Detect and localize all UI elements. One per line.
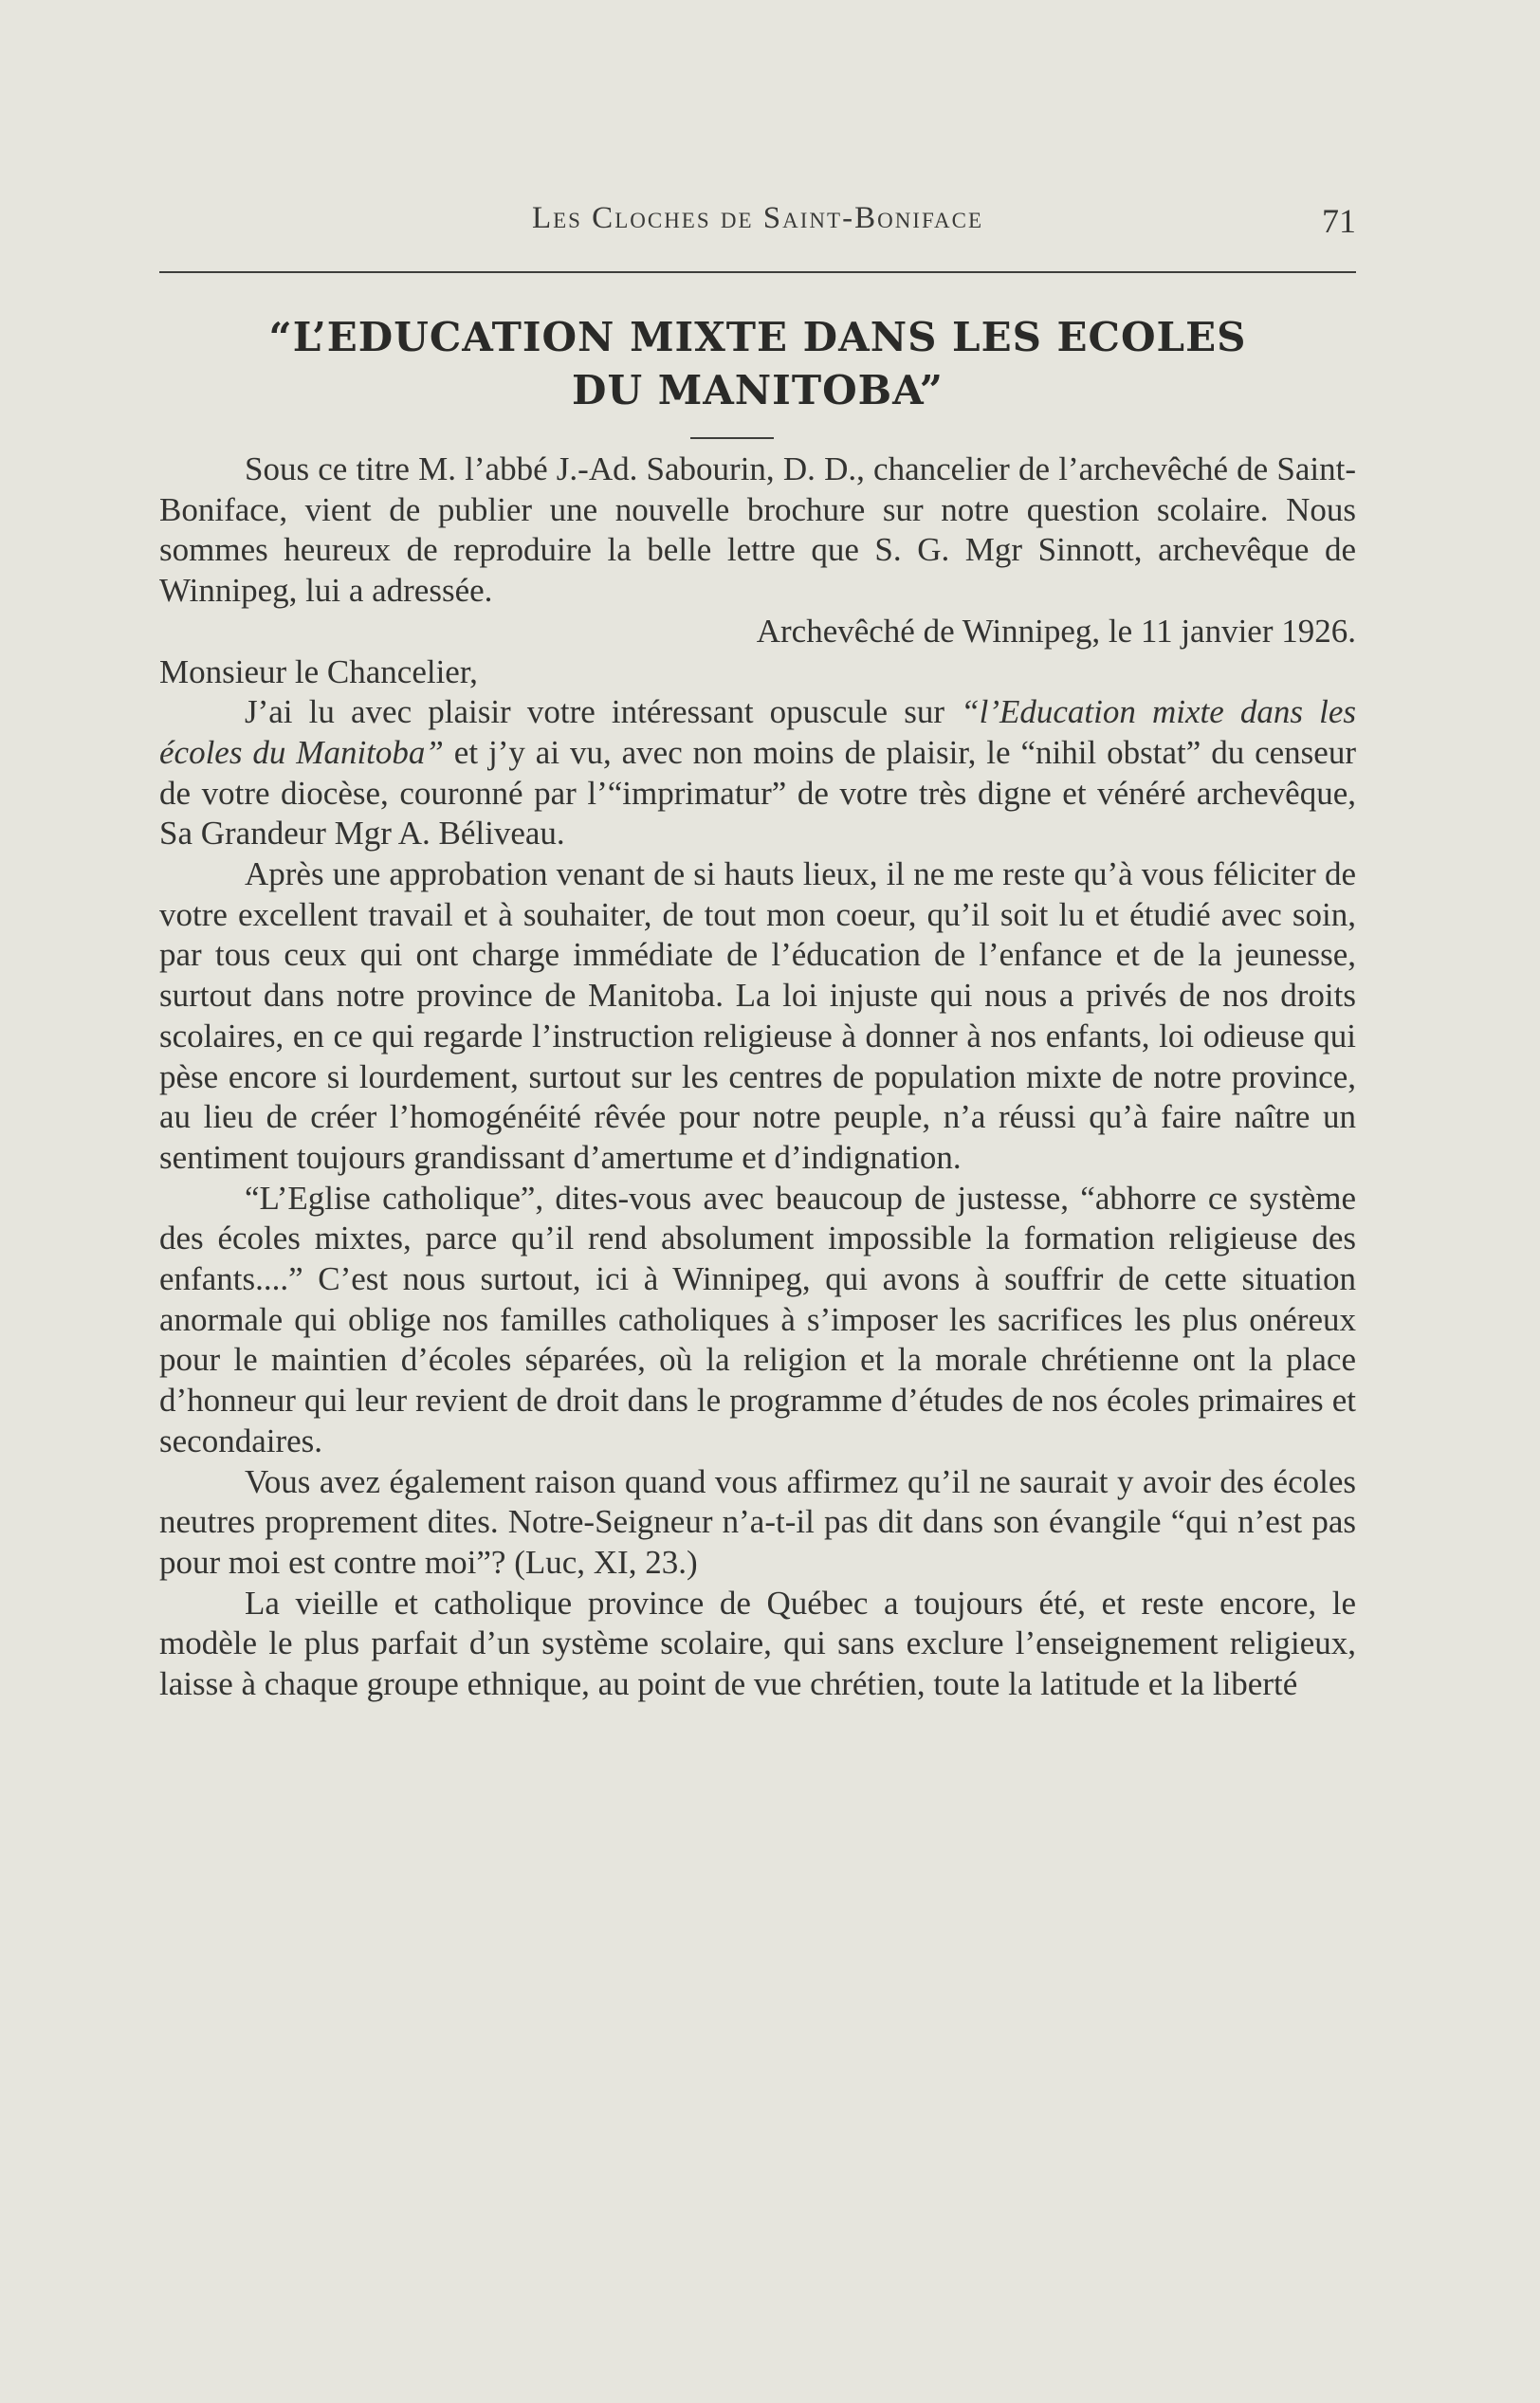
letter-paragraph-2: Après une approbation venant de si hauts lieux, il ne me reste qu’à vous féliciter de votre excellent travail et à souhaiter, de tout mon coeur, qu’il soit lu et étudié avec soin, par tous ceux qui ont charge immédiate de l’éducation de l’enfance et de la jeunesse, surtout dans notre province de Manitoba. La loi injuste qui nous a privés de nos droits scolaires, en ce qui regarde l’instruction religieuse à donner à nos enfants, loi odieuse qui pèse encore si lourdement, surtout sur les centres de population mixte de notre province, au lieu de créer l’homogénéité rêvée pour notre peuple, n’a réussi qu’à faire naître un sentiment toujours grandissant d’amertume et d’indignation. [159, 855, 1356, 1176]
article-title [159, 311, 1356, 417]
letter-salutation: Monsieur le Chancelier, [159, 652, 478, 690]
letter-dateline: Archevêché de Winnipeg, le 11 janvier 1926. [756, 612, 1356, 650]
paragraph-text: J’ai lu avec plaisir votre intéressant opuscule sur [245, 693, 962, 731]
header-rule [159, 271, 1356, 273]
letter-paragraph-1 [159, 692, 1356, 854]
article-title-line-2: DU MANITOBA” [572, 367, 944, 413]
article-body [159, 449, 1356, 1705]
page-number: 71 [1322, 202, 1356, 240]
brochure-title: “l’Education mixte dans les écoles du Manitoba” [159, 693, 1356, 771]
running-head [159, 201, 1356, 248]
letter-paragraph-5: La vieille et catholique province de Québec a toujours été, et reste encore, le modèle le plus parfait d’un système scolaire, qui sans exclure l’enseignement religieux, laisse à chaque groupe ethnique, au point de vue chrétien, toute la latitude et la liberté [159, 1584, 1356, 1703]
article-title-line-1: “L’EDUCATION MIXTE DANS LES ECOLES [268, 314, 1247, 360]
running-title: Les Cloches de Saint-Boniface [531, 201, 984, 235]
letter-paragraph-4: Vous avez également raison quand vous affirmez qu’il ne saurait y avoir des écoles neutres proprement dites. Notre-Seigneur n’a-t-il pas dit dans son évangile “qui n’est pas pour moi est contre moi”? (Luc, XI, 23.) [159, 1462, 1356, 1581]
intro-paragraph: Sous ce titre M. l’abbé J.-Ad. Sabourin, D. D., chancelier de l’archevêché de Saint-Boniface, vient de publier une nouvelle brochure sur notre question scolaire. Nous sommes heureux de reproduire la belle lettre que S. G. Mgr Sinnott, archevêque de Winnipeg, lui a adressée. [159, 450, 1356, 610]
letter-paragraph-3: “L’Eglise catholique”, dites-vous avec beaucoup de justesse, “abhorre ce système des écoles mixtes, parce qu’il rend absolument impossible la formation religieuse des enfants....” C’est nous surtout, ici à Winnipeg, qui avons à souffrir de cette situation anormale qui oblige nos familles catholiques à s’imposer les sacrifices les plus onéreux pour le maintien d’écoles séparées, où la religion et la morale chrétienne ont la place d’honneur qui leur revient de droit dans le programme d’études de nos écoles primaires et secondaires. [159, 1179, 1356, 1459]
title-rule [690, 437, 774, 439]
paragraph-text: et j’y ai vu, avec non moins de plaisir, le “nihil obstat” du censeur de votre diocèse, couronné par l’“imprimatur” de votre très digne et vénéré archevêque, Sa Grandeur Mgr A. Béliveau. [159, 733, 1356, 853]
